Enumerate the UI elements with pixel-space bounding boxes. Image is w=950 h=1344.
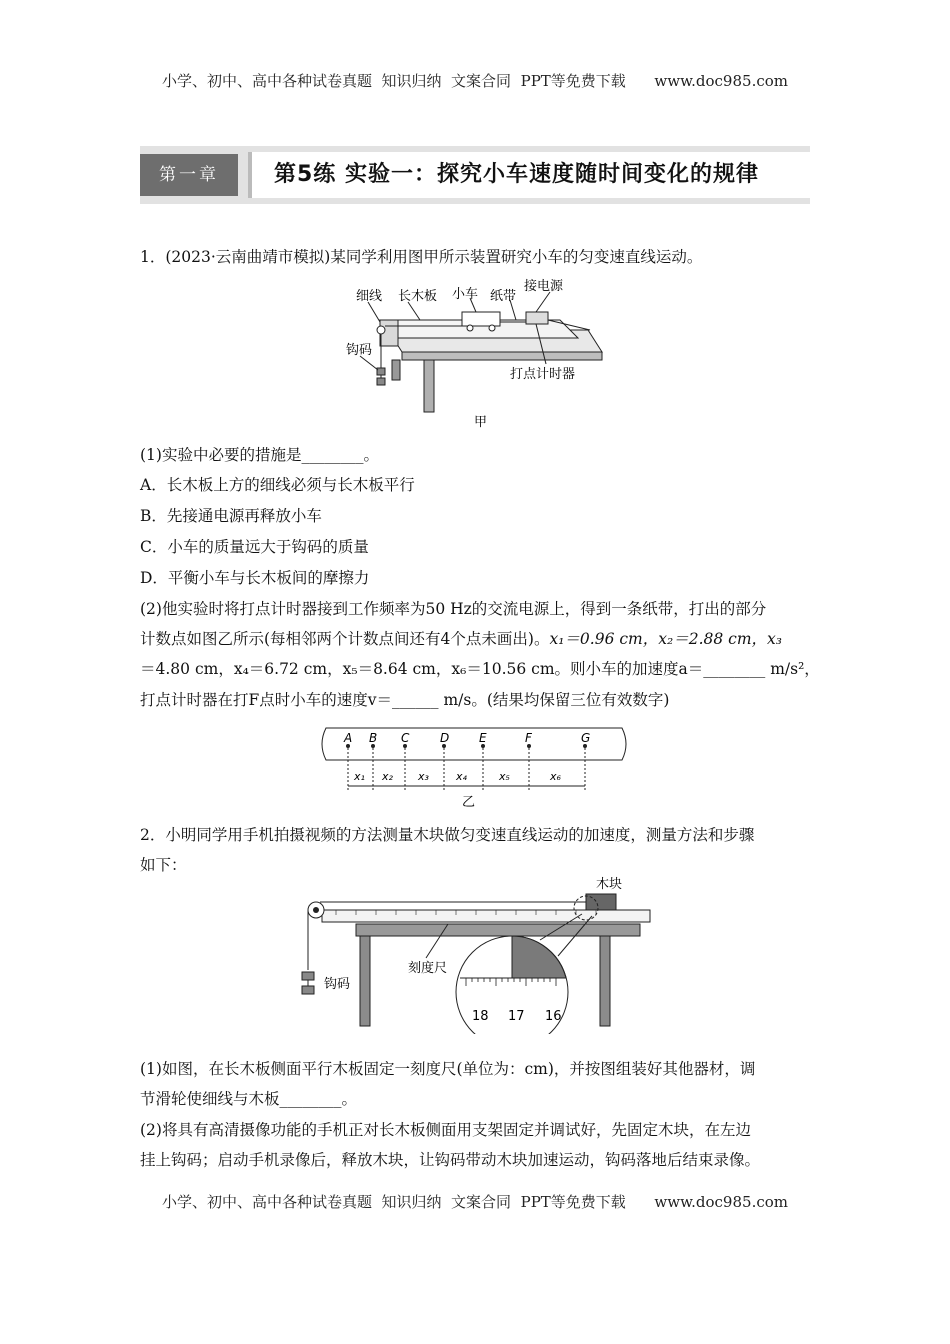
q1-part1: (1)实验中必要的措施是________。	[140, 446, 379, 464]
q1-option-d: D．平衡小车与长木板间的摩擦力	[140, 569, 370, 587]
q2-part1-line1: (1)如图，在长木板侧面平行木板固定一刻度尺(单位为：cm)，并按图组装好其他器材，调	[140, 1060, 756, 1078]
tape-point-g: G	[581, 731, 591, 745]
q1-x4: x₄＝6.72 cm，	[233, 660, 343, 678]
scale-17: 17	[508, 1009, 525, 1024]
tape-seg-x5: x₅	[499, 770, 510, 783]
tape-seg-x6: x₆	[550, 770, 561, 783]
q1-part2-line1: (2)他实验时将打点计时器接到工作频率为50 Hz的交流电源上，得到一条纸带，打出的部分	[140, 600, 767, 618]
q1-accel: 则小车的加速度a＝________ m/s²，	[570, 660, 820, 678]
tape-point-a: A	[344, 731, 353, 745]
label-cart: 小车	[452, 287, 479, 302]
tape-point-e: E	[479, 731, 487, 745]
q1-x6: x₆＝10.56 cm。	[451, 660, 571, 678]
figure-caption-jia: 甲	[474, 415, 488, 430]
label-timer: 打点计时器	[510, 367, 576, 382]
q1-x5: x₅＝8.64 cm，	[342, 660, 452, 678]
cart-icon	[462, 312, 500, 326]
hook-weight-icon	[302, 972, 314, 980]
tape-seg-x4: x₄	[456, 770, 467, 783]
q1-option-c: C．小车的质量远大于钩码的质量	[140, 538, 369, 556]
tape-point-f: F	[525, 731, 532, 745]
label-string: 细线	[356, 289, 383, 304]
tape-point-b: B	[369, 731, 378, 745]
q1-stem: 1．(2023·云南曲靖市模拟)某同学利用图甲所示装置研究小车的匀变速直线运动。	[140, 248, 703, 266]
chapter-title: 第5练 实验一：探究小车速度随时间变化的规律	[248, 152, 810, 198]
q1-part2-line3	[140, 658, 820, 680]
q1-x1: x₁＝0.96 cm，	[549, 630, 659, 648]
q1-part2-line4: 打点计时器在打F点时小车的速度v＝______ m/s。(结果均保留三位有效数字)	[140, 691, 670, 709]
q2-stem-line1: 2．小明同学用手机拍摄视频的方法测量木块做匀变速直线运动的加速度，测量方法和步骤	[140, 826, 755, 844]
label-hook-weight: 钩码	[324, 977, 351, 992]
q1-option-a: A．长木板上方的细线必须与长木板平行	[140, 476, 415, 494]
tape-seg-x3: x₃	[418, 770, 429, 783]
q2-part1-line2: 节滑轮使细线与木板________。	[140, 1090, 358, 1108]
q1-part2-desc: 计数点如图乙所示(每相邻两个计数点间还有4个点未画出)。	[140, 630, 550, 648]
q2-part2-line1: (2)将具有高清摄像功能的手机正对长木板侧面用支架固定并调试好，先固定木块，在左边	[140, 1121, 751, 1139]
page-footer: 小学、初中、高中各种试卷真题 知识归纳 文案合同 PPT等免费下载 www.doc985.com	[161, 1193, 788, 1211]
scale-18: 18	[472, 1009, 489, 1024]
q1-figure-yi	[316, 724, 636, 810]
chapter-tab: 第一章	[140, 154, 238, 196]
tape-seg-x1: x₁	[354, 770, 365, 783]
q2-part2-line2: 挂上钩码；启动手机录像后，释放木块，让钩码带动木块加速运动，钩码落地后结束录像。	[140, 1151, 761, 1169]
q1-x3-label: x₃	[767, 630, 782, 648]
tape-point-c: C	[401, 731, 410, 745]
label-wood-block: 木块	[596, 877, 623, 892]
figure-caption-yi: 乙	[462, 795, 476, 810]
label-weight: 钩码	[346, 343, 373, 358]
label-board: 长木板	[398, 289, 438, 304]
q2-figure	[296, 874, 656, 1034]
label-ruler: 刻度尺	[408, 961, 448, 976]
q1-x2: x₂＝2.88 cm，	[658, 630, 768, 648]
pulley-icon	[377, 326, 385, 334]
label-power: 接电源	[524, 279, 564, 294]
label-tape: 纸带	[490, 289, 517, 304]
page-header: 小学、初中、高中各种试卷真题 知识归纳 文案合同 PPT等免费下载 www.doc985.com	[161, 72, 788, 90]
timer-icon	[526, 312, 548, 324]
tape-point-d: D	[440, 731, 450, 745]
q1-x3-value: ＝4.80 cm，	[140, 660, 234, 678]
tape-seg-x2: x₂	[382, 770, 393, 783]
q1-option-b: B．先接通电源再释放小车	[140, 507, 322, 525]
q1-part2-line2	[140, 628, 812, 650]
q2-stem-line2: 如下：	[140, 856, 187, 874]
scale-16: 16	[545, 1009, 562, 1024]
q1-figure-jia	[340, 272, 620, 434]
chapter-banner	[140, 146, 810, 204]
hook-weight-icon	[377, 368, 385, 375]
